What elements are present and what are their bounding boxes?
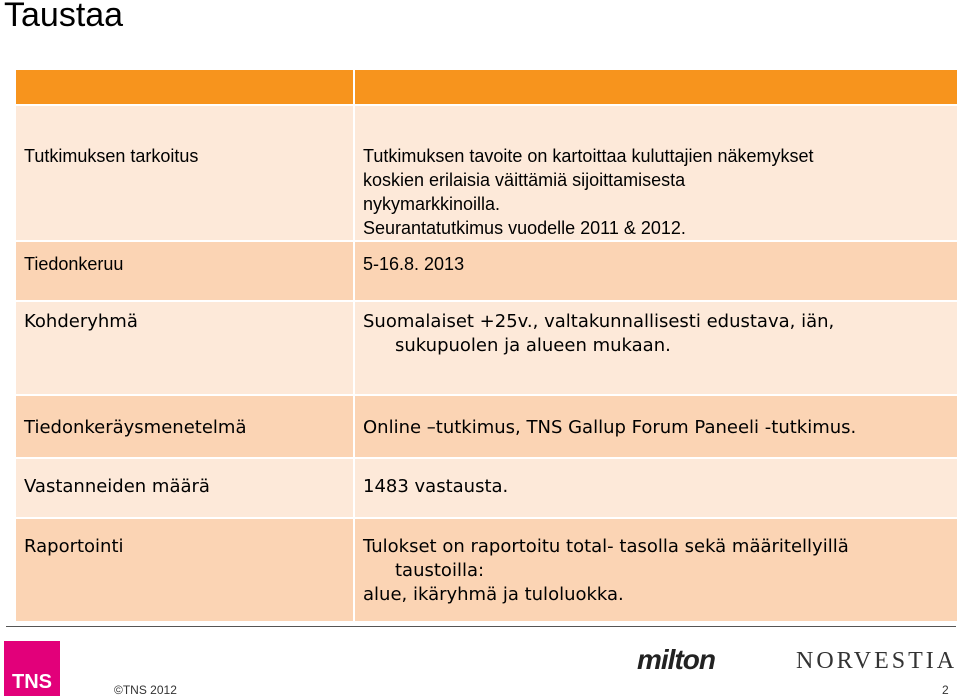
table-row: [15, 241, 958, 301]
row-label: Kohderyhmä: [15, 301, 354, 395]
row-value: Online –tutkimus, TNS Gallup Forum Paneeli -tutkimus.: [354, 395, 958, 458]
table-row: [15, 518, 958, 622]
row-value: Tulokset on raportoitu total- tasolla sekä määritellyillä taustoilla: alue, ikäryhmä ja tuloluokka.: [354, 518, 958, 622]
row-label: Vastanneiden määrä: [15, 458, 354, 518]
table-row: [15, 105, 958, 241]
table-row: [15, 301, 958, 395]
row-label: Tutkimuksen tarkoitus: [15, 105, 354, 241]
tns-logo: TNS: [4, 641, 60, 696]
copyright-text: ©TNS 2012: [114, 683, 177, 697]
row-label: Tiedonkeräysmenetelmä: [15, 395, 354, 458]
row-value: Tutkimuksen tavoite on kartoittaa kuluttajien näkemykset koskien erilaisia väittämiä sijoittamisesta nykymarkkinoilla. Seurantatutkimus vuodelle 2011 & 2012.: [354, 105, 958, 241]
row-label: Raportointi: [15, 518, 354, 622]
page-title: Taustaa: [4, 0, 124, 34]
page-number: 2: [942, 683, 949, 697]
table-row: [15, 458, 958, 518]
milton-logo: milton: [637, 644, 715, 675]
info-table: [14, 68, 959, 623]
table-row: [15, 395, 958, 458]
row-value: 1483 vastausta.: [354, 458, 958, 518]
table-header-row: [15, 69, 958, 105]
row-value: 5-16.8. 2013: [354, 241, 958, 301]
footer-divider: [6, 626, 956, 627]
norvestia-logo: NORVESTIA: [796, 648, 958, 674]
row-value: Suomalaiset +25v., valtakunnallisesti edustava, iän, sukupuolen ja alueen mukaan.: [354, 301, 958, 395]
row-label: Tiedonkeruu: [15, 241, 354, 301]
